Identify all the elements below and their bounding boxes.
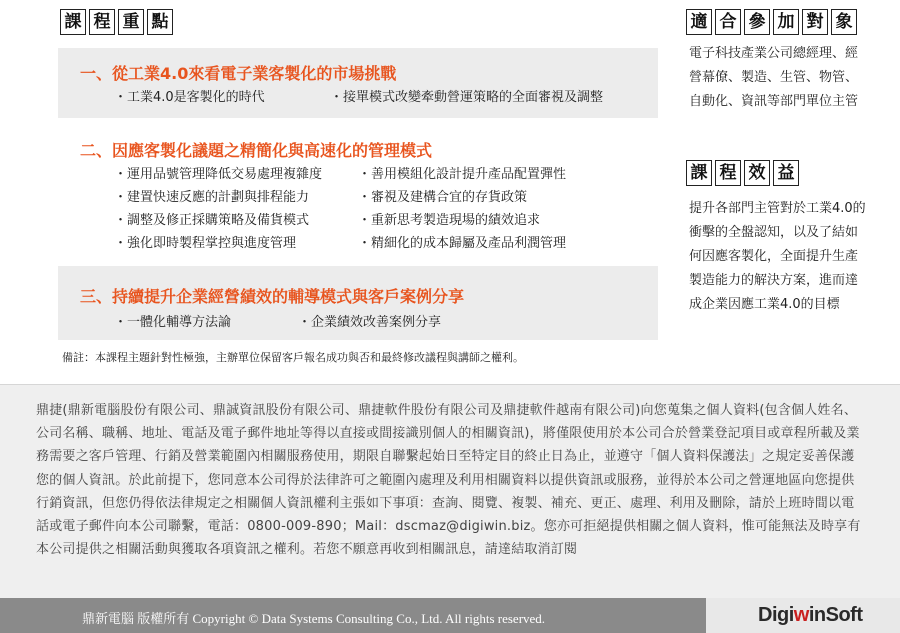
privacy-text: 鼎捷(鼎新電腦股份有限公司、鼎誠資訊股份有限公司、鼎捷軟件股份有限公司及鼎捷軟件越南有限公司)向您蒐集之個人資料(包含個人姓名、公司名稱、職稱、地址、電話及電子郵件地址等得以直接或間接識別個人的相關資訊)，將僅限使用於本公司合於營業登記項目或章程所載及業務需要之客戶管理、行銷及營業範圍內相關服務使用，期限自聯繫起始日至特定目的終止日為止，並遵守「個人資料保護法」之規定妥善保護您的個人資訊。於此前提下，您同意本公司得於法律許可之範圍內處理及利用相關資料以提供資訊或服務，並得於本公司之營運地區向您提供行銷資訊，但您仍得依法律規定之相關個人資訊權利主張如下事項：查詢、閱覽、複製、補充、更正、處理、利用及刪除，請於上班時間以電話或電子郵件向本公司聯繫，電話：0800-009-890；Mail：dscmaz@digiwin.biz。您亦可拒絕提供相關之個人資料，惟可能無法及時享有本公司提供之相關活動與獲取各項資訊之權利。若您不願意再收到相關訊息，請達結取消訂閱	[36, 403, 861, 558]
digiwinsoft-logo: DigiwinSoft	[758, 604, 863, 626]
section-1-item: ・接單模式改變牽動營運策略的全面審視及調整	[330, 90, 604, 105]
course-focus-heading: 課 程 重 點	[60, 9, 173, 35]
section-2-item: ・強化即時製程掌控與進度管理	[114, 236, 297, 251]
benefits-text: 提升各部門主管對於工業4.0的衝擊的全盤認知，以及了結如何因應客製化，全面提升生產製造能力的解決方案，進而達成企業因應工業4.0的目標	[689, 201, 866, 312]
section-2-title: 二、因應客製化議題之精簡化與高速化的管理模式	[80, 141, 433, 160]
section-2-item: ・建置快速反應的計劃與排程能力	[114, 190, 310, 205]
section-2-item: ・精細化的成本歸屬及產品利潤管理	[358, 236, 567, 251]
course-note: 備註：本課程主題針對性極強，主辦單位保留客戶報名成功與否和最終修改議程與講師之權利。	[62, 351, 524, 364]
section-2-item: ・運用品號管理降低交易處理複雜度	[114, 167, 323, 182]
footer	[0, 598, 900, 633]
section-2-item: ・審視及建構合宜的存貨政策	[358, 190, 528, 205]
audience-text: 電子科技產業公司總經理、經營幕僚、製造、生管、物管、自動化、資訊等部門單位主管	[689, 46, 859, 109]
section-3-item: ・一體化輔導方法論	[114, 315, 232, 330]
section-2-item: ・善用模組化設計提升產品配置彈性	[358, 167, 567, 182]
brand-logo-area	[706, 598, 900, 633]
section-3-item: ・企業績效改善案例分享	[298, 315, 442, 330]
audience-heading: 適 合 參 加 對 象	[686, 9, 857, 35]
copyright-text: 鼎新電腦 版權所有 Copyright © Data Systems Consulting Co., Ltd. All rights reserved.	[82, 611, 546, 626]
section-2-panel	[58, 128, 658, 253]
section-1-panel	[58, 48, 658, 118]
section-1-title: 一、從工業4.0來看電子業客製化的市場挑戰	[80, 64, 397, 83]
section-1-item: ・工業4.0是客製化的時代	[114, 90, 265, 105]
benefits-heading: 課 程 效 益	[686, 160, 799, 186]
section-2-item: ・重新思考製造現場的績效追求	[358, 213, 541, 228]
privacy-notice	[0, 384, 900, 599]
section-3-panel	[58, 266, 658, 340]
section-3-title: 三、持續提升企業經營績效的輔導模式與客戶案例分享	[80, 287, 465, 306]
section-2-item: ・調整及修正採購策略及備貨模式	[114, 213, 310, 228]
